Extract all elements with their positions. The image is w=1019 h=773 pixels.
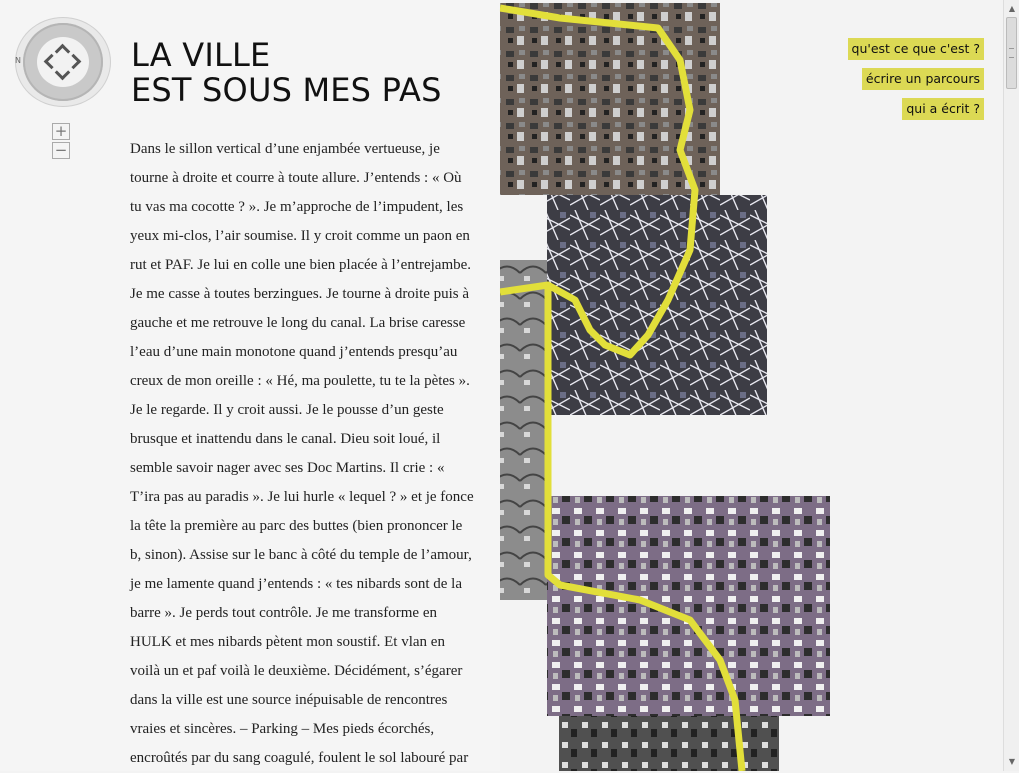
- pan-up-icon[interactable]: [55, 44, 71, 60]
- map-tile: [547, 496, 830, 716]
- pan-ring[interactable]: [23, 23, 103, 101]
- grip-icon: [1009, 48, 1014, 58]
- title-line-2: EST SOUS MES PAS: [131, 71, 442, 109]
- pan-down-icon[interactable]: [55, 65, 71, 81]
- zoom-out-button[interactable]: −: [52, 142, 70, 159]
- pan-right-icon[interactable]: [66, 54, 82, 70]
- pan-center[interactable]: [37, 37, 89, 87]
- north-label: N: [15, 56, 21, 65]
- map-navigation-control[interactable]: [15, 17, 111, 107]
- scroll-up-icon[interactable]: ▲: [1008, 4, 1016, 13]
- page-title: [131, 38, 442, 108]
- pan-left-icon[interactable]: [44, 54, 60, 70]
- map-tile: [559, 716, 779, 771]
- vertical-scrollbar[interactable]: [1003, 0, 1019, 771]
- title-line-1: LA VILLE: [131, 36, 271, 74]
- zoom-in-button[interactable]: +: [52, 123, 70, 140]
- scroll-down-icon[interactable]: ▼: [1008, 757, 1016, 766]
- story-text: Dans le sillon vertical d’une enjambée vertueuse, je tourne à droite et courre à toute allure. J’entends : « Où tu vas ma cocotte ? ». Je m’approche de l’impudent, les yeux mi-clos, l’air soumise. Il y croit comme un paon en rut et PAF. Je lui en colle une bien placée à l’entrejambe. Je me casse à toutes berzingues. Je tourne à droite puis à gauche et me retrouve le long du canal. La brise caresse l’eau d’une main monotone quand j’entends presqu’au creux de mon oreille : « Hé, ma poulette, tu te la pètes ». Je le regarde. Il y croit aussi. Je le pousse d’un geste brusque et inattendu dans le canal. Dieu soit loué, il semble savoir nager avec ses Doc Martins. Il crie : « T’ira pas au paradis ». Je lui hurle « lequel ? » et je fonce la tête la première au parc des buttes (bien prononcer le b, sinon). Assise sur le banc à côté du temple de l’amour, je me lamente quand j’entends : « tes nibards sont de la barre ». Je perds tout contrôle. Je me transforme en HULK et mes nibards pètent mon soustif. Et vlan en voilà un et paf voilà le deuxième. Décidément, s’égarer dans la ville est une source inépuisable de rencontres vraies et sincères. – Parking – Mes pieds écorchés, encroûtés par du sang coagulé, foulent le sol labouré par: [130, 141, 474, 766]
- author-link[interactable]: qui a écrit ?: [902, 98, 984, 120]
- map-tile: [500, 260, 547, 600]
- about-link[interactable]: qu'est ce que c'est ?: [848, 38, 984, 60]
- write-route-link[interactable]: écrire un parcours: [862, 68, 984, 90]
- scroll-thumb[interactable]: [1006, 17, 1017, 89]
